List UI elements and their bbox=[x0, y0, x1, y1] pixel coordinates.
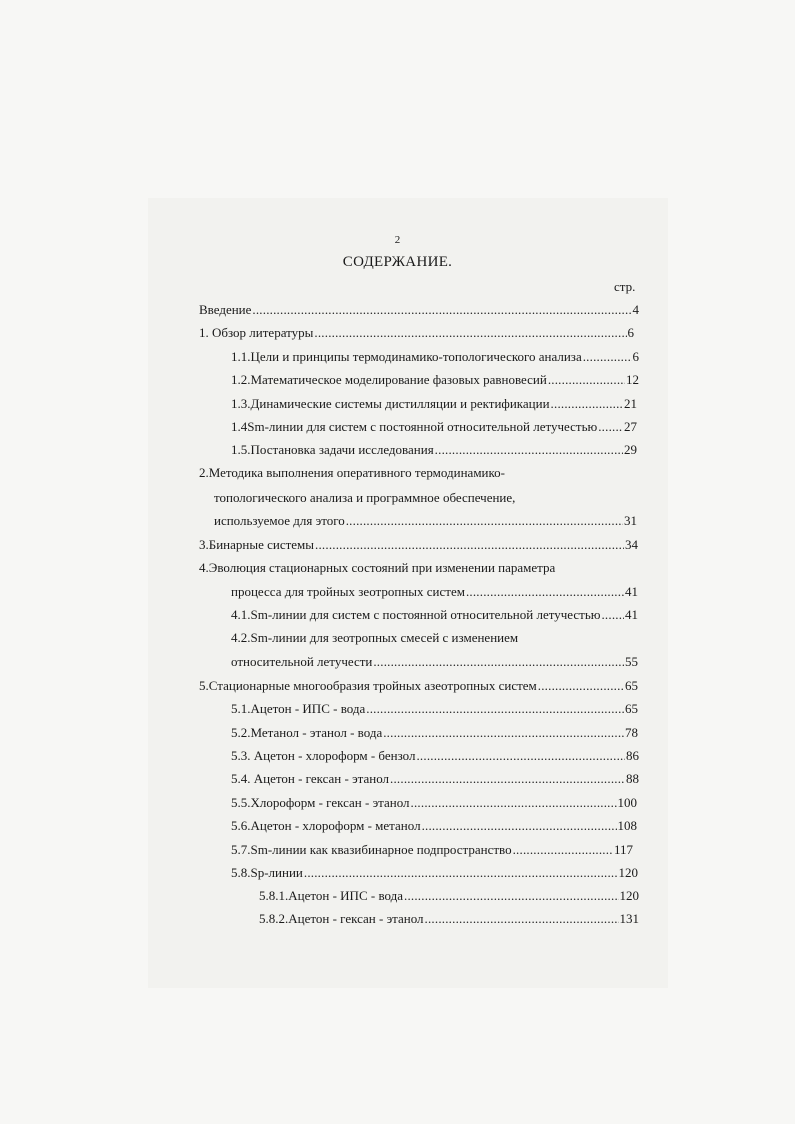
toc-entry[interactable]: процесса для тройных зеотропных систем ..... 41 bbox=[231, 582, 638, 602]
toc-entry[interactable]: 3.Бинарные системы ..... 34 bbox=[199, 535, 638, 555]
toc-entry[interactable]: 1.2.Математическое моделирование фазовых равновесий ..... 12 bbox=[231, 370, 639, 390]
toc-entry[interactable]: Введение ..... 4 bbox=[199, 300, 639, 320]
page-number: 2 bbox=[394, 234, 401, 246]
toc-entry[interactable]: 1.3.Динамические системы дистилляции и ректификации ..... 21 bbox=[231, 394, 637, 414]
page-column-label: стр. bbox=[614, 279, 636, 294]
toc-entry[interactable]: 5.2.Метанол - этанол - вода ..... 78 bbox=[231, 723, 638, 743]
toc-entry[interactable]: 5.4. Ацетон - гексан - этанол ..... 88 bbox=[231, 769, 639, 789]
toc-entry[interactable]: топологического анализа и программное обеспечение, bbox=[214, 490, 516, 505]
toc-entry[interactable]: 1. Обзор литературы ..... 6 bbox=[199, 323, 634, 343]
toc-entry[interactable]: 5.7.Sm-линии как квазибинарное подпространство ..... 117 bbox=[231, 840, 633, 860]
toc-entry[interactable]: относительной летучести ..... 55 bbox=[231, 652, 638, 672]
toc-entry[interactable]: 5.6.Ацетон - хлороформ - метанол ..... 108 bbox=[231, 816, 637, 836]
toc-entry[interactable]: используемое для этого ..... 31 bbox=[214, 511, 637, 531]
toc-entry[interactable]: 1.1.Цели и принципы термодинамико-топологического анализа ..... 6 bbox=[231, 347, 639, 367]
toc-entry[interactable]: 4.Эволюция стационарных состояний при изменении параметра bbox=[199, 560, 556, 575]
toc-entry[interactable]: 5.8.1.Ацетон - ИПС - вода ..... 120 bbox=[259, 886, 639, 906]
toc-entry[interactable]: 5.1.Ацетон - ИПС - вода ..... 65 bbox=[231, 699, 638, 719]
toc-entry[interactable]: 5.Стационарные многообразия тройных азеотропных систем ..... 65 bbox=[199, 676, 638, 696]
page-title: СОДЕРЖАНИЕ. bbox=[342, 254, 453, 270]
toc-entry[interactable]: 4.1.Sm-линии для систем с постоянной относительной летучестью ..... 41 bbox=[231, 605, 638, 625]
toc-entry[interactable]: 5.8.2.Ацетон - гексан - этанол ..... 131 bbox=[259, 909, 639, 929]
toc-entry[interactable]: 5.3. Ацетон - хлороформ - бензол ..... 86 bbox=[231, 746, 639, 766]
toc-entry[interactable]: 1.4Sm-линии для систем с постоянной относительной летучестью ..... 27 bbox=[231, 417, 637, 437]
toc-entry[interactable]: 2.Методика выполнения оперативного термодинамико- bbox=[199, 465, 505, 480]
toc-entry[interactable]: 4.2.Sm-линии для зеотропных смесей с изменением bbox=[231, 630, 519, 645]
toc-entry[interactable]: 5.5.Хлороформ - гексан - этанол ..... 100 bbox=[231, 793, 637, 813]
toc-entry[interactable]: 1.5.Постановка задачи исследования ..... 29 bbox=[231, 440, 637, 460]
toc-entry[interactable]: 5.8.Sp-линии ..... 120 bbox=[231, 863, 638, 883]
